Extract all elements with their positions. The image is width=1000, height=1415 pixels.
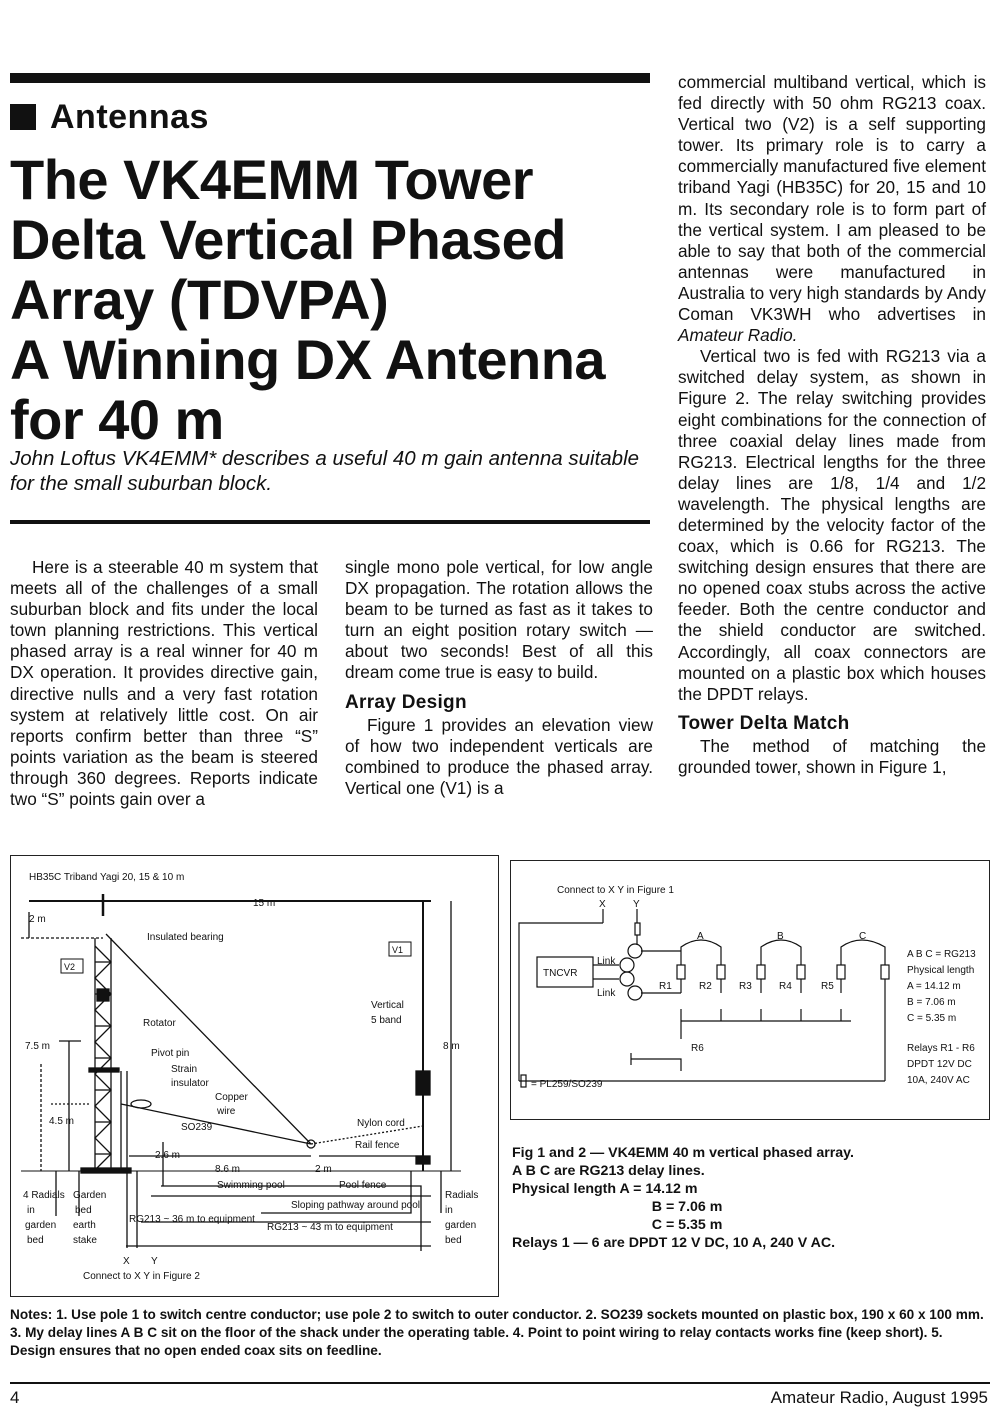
paragraph: Vertical two is fed with RG213 via a switched delay system, as shown in Figure 2. The relay switching provides eight combinations for the connection of three coaxial delay lines made from RG213. Electrical lengths for the three delay lines are 1/8, 1/4 and 1/2 wavelength. The physical lengths are determined by the velocity factor of the coax, which is 0.66 for RG213. The switching design ensures that there are no opened coax stubs across the active feeder. Both the centre conductor and the shield conductor are switched. Accordingly, all coax connectors are mounted on a plastic box which houses the DPDT relays. [678, 346, 986, 704]
fig2-r1-label: R1 [659, 981, 672, 992]
fig1-stake-label: stake [73, 1235, 97, 1246]
fig1-vertical-label: Vertical [371, 1000, 404, 1011]
fig1-copper-label: Copper [215, 1092, 248, 1103]
fig1-so239-label: SO239 [181, 1122, 213, 1133]
article-dek: John Loftus VK4EMM* describes a useful 40 m gain antenna suitable for the small suburban block. [10, 447, 640, 495]
body-column-2 [345, 557, 653, 799]
headline-line: Array (TDVPA) [10, 268, 389, 331]
fig1-garden2-label: garden [445, 1220, 477, 1231]
figure-notes: Notes: 1. Use pole 1 to switch centre conductor; use pole 2 to switch to outer conductor. 2. SO239 sockets mounted on plastic box, 190 x 60 x 100 mm. 3. My delay lines A B C sit on the floor of the shack under the operating table. 4. Point to point wiring to relay contacts works fine (keep short). 5. Design ensures that no open ended coax sits on feedline. [10, 1307, 984, 1359]
caption-term: Physical length A [512, 1181, 630, 1197]
fig1-y-label: Y [151, 1256, 158, 1267]
fig1-in2-label: in [445, 1205, 453, 1216]
fig2-length-c: C = 5.35 m [907, 1013, 957, 1024]
fig1-sloping-label: Sloping pathway around pool [291, 1200, 420, 1211]
fig1-dim-15m: 15 m [253, 898, 276, 909]
fig1-bed3-label: bed [445, 1235, 462, 1246]
fig2-r3-label: R3 [739, 981, 752, 992]
fig2-link1-label: Link [597, 956, 616, 967]
figure-2-diagram [511, 861, 989, 1119]
caption-value: = 14.12 m [633, 1181, 698, 1197]
fig1-wire-label: wire [217, 1106, 236, 1117]
fig1-connect-label: Connect to X Y in Figure 2 [83, 1271, 200, 1282]
fig2-r6-label: R6 [691, 1043, 704, 1054]
fig1-dim-2m-b: 2 m [315, 1164, 332, 1175]
paragraph: Figure 1 provides an elevation view of how two independent verticals are combined to produce the phased array. Vertical one (V1) is a [345, 714, 653, 798]
fig1-radials-label: 4 Radials [23, 1190, 65, 1201]
fig1-nylon-label: Nylon cord [357, 1118, 405, 1129]
fig2-r5-label: R5 [821, 981, 834, 992]
mid-rule [10, 520, 650, 524]
fig1-dim-7-5m: 7.5 m [25, 1041, 51, 1052]
fig1-v1-label: V1 [392, 945, 404, 955]
caption-line: Relays 1 — 6 are DPDT 12 V DC, 10 A, 240 V AC. [512, 1235, 836, 1251]
fig1-bed2-label: bed [75, 1205, 92, 1216]
publication-info: Amateur Radio, August 1995 [770, 1388, 988, 1407]
headline-line: A Winning DX Antenna [10, 328, 606, 391]
caption-line [512, 1180, 992, 1198]
section-label: Antennas [50, 98, 209, 136]
body-column-3 [678, 72, 986, 778]
caption-value: = 7.06 m [665, 1199, 723, 1215]
paragraph [678, 72, 986, 346]
figure-1-diagram [11, 856, 498, 1296]
fig1-insulated-bearing: Insulated bearing [147, 932, 224, 943]
section-tag [10, 98, 209, 137]
fig1-rail-label: Rail fence [355, 1140, 400, 1151]
footer-rule [10, 1382, 990, 1384]
figure-2-schematic [510, 860, 990, 1120]
fig2-y-label: Y [633, 899, 640, 910]
fig2-length-b: B = 7.06 m [907, 997, 956, 1008]
fig1-rotator-label: Rotator [143, 1018, 176, 1029]
paragraph: single mono pole vertical, for low angle DX propagation. The rotation allows the beam to be turned as fast as it takes to turn an eight position rotary switch — about two seconds! Best of all this dream come true is easy to build. [345, 557, 653, 683]
fig1-swimming-pool: Swimming pool [217, 1180, 285, 1191]
fig2-plug-label: = PL259/SO239 [531, 1079, 603, 1090]
fig1-x-label: X [123, 1256, 130, 1267]
headline-line: The VK4EMM Tower [10, 148, 534, 211]
fig2-relays-1: Relays R1 - R6 [907, 1043, 975, 1054]
fig1-rg36-label: RG213 ~ 36 m to equipment [129, 1214, 255, 1225]
fig2-relays-2: DPDT 12V DC [907, 1059, 972, 1070]
fig1-garden-bed-label: Garden [73, 1190, 107, 1201]
fig2-length-a: A = 14.12 m [907, 981, 961, 992]
fig1-dim-2m: 2 m [29, 914, 46, 925]
fig1-garden-label: garden [25, 1220, 57, 1231]
fig2-link2-label: Link [597, 988, 616, 999]
fig1-earth-label: earth [73, 1220, 96, 1231]
page-number: 4 [10, 1388, 20, 1407]
fig2-r4-label: R4 [779, 981, 792, 992]
body-column-1 [10, 557, 318, 810]
fig1-strain-label: Strain [171, 1064, 198, 1075]
fig2-relays-3: 10A, 240V AC [907, 1075, 970, 1086]
paragraph: The method of matching the grounded tower, shown in Figure 1, [678, 735, 986, 777]
fig1-dim-4-5m: 4.5 m [49, 1116, 75, 1127]
fig2-x-label: X [599, 899, 606, 910]
fig1-dim-2-6m: 2.6 m [155, 1150, 181, 1161]
fig2-phys-label: Physical length [907, 965, 975, 976]
caption-line: Fig 1 and 2 — VK4EMM 40 m vertical phased array. [512, 1145, 854, 1161]
fig1-dim-8-6m: 8.6 m [215, 1164, 241, 1175]
subheading-array-design: Array Design [345, 691, 467, 713]
headline-line: Delta Vertical Phased [10, 208, 567, 271]
caption-term: B [651, 1199, 662, 1215]
article-headline [10, 150, 660, 450]
fig2-a-label: A [697, 931, 704, 942]
fig1-in-label: in [27, 1205, 35, 1216]
fig2-abc-label: A B C = RG213 [907, 949, 976, 960]
figure-caption [512, 1144, 992, 1252]
caption-value: = 5.35 m [665, 1217, 723, 1233]
fig2-r2-label: R2 [699, 981, 712, 992]
caption-line: A B C are RG213 delay lines. [512, 1163, 705, 1179]
headline-line: for 40 m [10, 388, 224, 451]
fig2-b-label: B [777, 931, 784, 942]
figure-1-elevation [10, 855, 499, 1297]
paragraph: Here is a steerable 40 m system that meets all of the challenges of a small suburban block and fits under the local town planning restrictions. This vertical phased array is a real winner for 40 m DX operation. It provides directive gain, directive nulls and a very fast rotation system at relatively little cost. On air reports confirm better than three “S” points variation as the beam is steered through 360 degrees. Reports indicate two “S” points gain over a [10, 557, 318, 810]
fig2-c-label: C [859, 931, 867, 942]
fig2-tncvr-label: TNCVR [543, 968, 578, 979]
paragraph-text: commercial multiband vertical, which is fed directly with 50 ohm RG213 coax. Vertical two (V2) is a self supporting tower. Its primary role is to carry a commercially manufactured five element triband Yagi (HB35C) for 20, 15 and 10 m. Its secondary role is to form part of the vertical system. I am pleased to be able to say that both of the commercial antennas were manufactured in Australia to very high standards by Andy Coman VK3WH who advertises in [678, 72, 986, 325]
fig1-yagi-label: HB35C Triband Yagi 20, 15 & 10 m [29, 872, 185, 883]
fig1-v2-label: V2 [64, 962, 76, 972]
fig1-radials-right: Radials [445, 1190, 479, 1201]
fig1-dim-8m: 8 m [443, 1041, 460, 1052]
caption-term: C [651, 1217, 662, 1233]
fig1-band-label: 5 band [371, 1015, 402, 1026]
fig1-bed-label: bed [27, 1235, 44, 1246]
fig2-connect-label: Connect to X Y in Figure 1 [557, 885, 674, 896]
top-rule [10, 73, 650, 83]
fig1-rg43-label: RG213 ~ 43 m to equipment [267, 1222, 393, 1233]
fig1-insulator-label: insulator [171, 1078, 209, 1089]
fig1-pool-fence: Pool fence [339, 1180, 387, 1191]
caption-line [512, 1216, 992, 1234]
publication-name: Amateur Radio. [678, 325, 798, 346]
subheading-tower-delta-match: Tower Delta Match [678, 712, 850, 734]
fig1-pivot-label: Pivot pin [151, 1048, 190, 1059]
caption-line [512, 1198, 992, 1216]
section-square-icon [10, 104, 36, 130]
